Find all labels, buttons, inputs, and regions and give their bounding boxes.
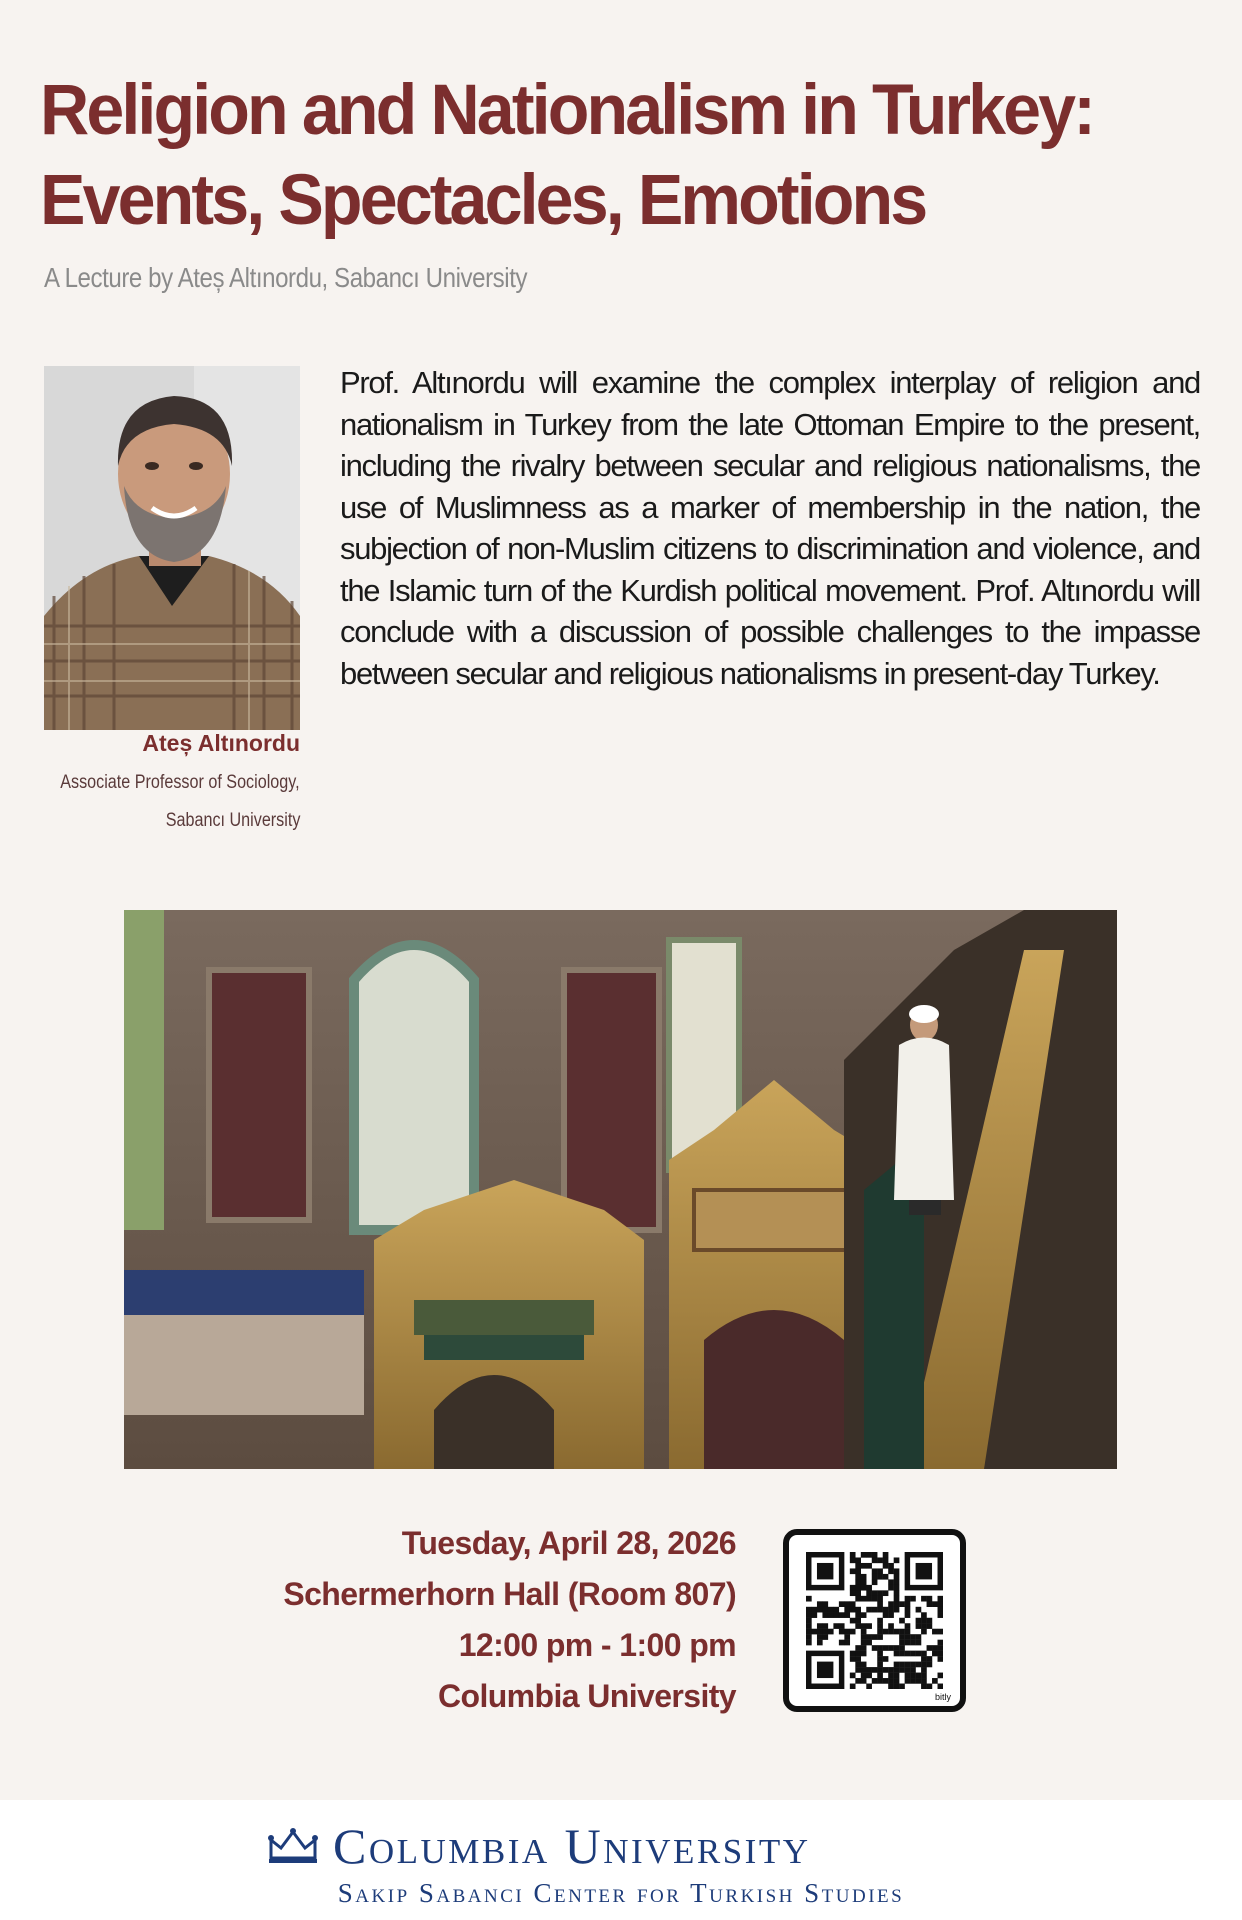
mosque-photo-illustration xyxy=(124,910,1117,1469)
event-time: 12:00 pm - 1:00 pm xyxy=(458,1627,736,1663)
qr-brand-tag: bitly xyxy=(934,1692,951,1702)
lecture-subtitle: A Lecture by Ateș Altınordu, Sabancı University xyxy=(44,262,528,293)
crown-icon xyxy=(267,1828,319,1864)
footer xyxy=(0,1800,1242,1920)
speaker-affiliation: Sabancı University xyxy=(165,810,300,831)
title-line-1: Religion and Nationalism in Turkey: xyxy=(40,71,1094,150)
footer-university-name: Columbia University xyxy=(333,1818,811,1874)
page-title xyxy=(40,66,1154,246)
lecture-description: Prof. Altınordu will examine the complex interplay of religion and nationalism in Turkey from the late Ottoman Empire to the present, including the rivalry between secular and religious nationalisms, the use of Muslimness as a marker of membership in the nation, the subjection of non-Muslim citizens to discrimination and violence, and the Islamic turn of the Kurdish political movement. Prof. Altınordu will conclude with a discussion of possible challenges to the impasse between secular and religious nationalisms in present-day Turkey. xyxy=(340,365,1200,691)
mosque-interior-photo xyxy=(124,910,1117,1469)
registration-qr-code[interactable] xyxy=(783,1529,966,1712)
event-date: Tuesday, April 28, 2026 xyxy=(401,1525,736,1561)
qr-code-pattern xyxy=(806,1552,943,1689)
title-line-2: Events, Spectacles, Emotions xyxy=(40,161,926,240)
event-details xyxy=(283,1518,736,1722)
speaker-photo-illustration xyxy=(44,366,300,730)
speaker-name: Ateș Altınordu xyxy=(142,730,300,756)
event-institution: Columbia University xyxy=(437,1678,736,1714)
speaker-photo xyxy=(44,366,300,730)
footer-center-name: Sakip Sabanci Center for Turkish Studies xyxy=(337,1878,905,1908)
event-location: Schermerhorn Hall (Room 807) xyxy=(283,1576,736,1612)
speaker-role: Associate Professor of Sociology, xyxy=(60,772,300,793)
footer-branding xyxy=(267,1818,811,1874)
